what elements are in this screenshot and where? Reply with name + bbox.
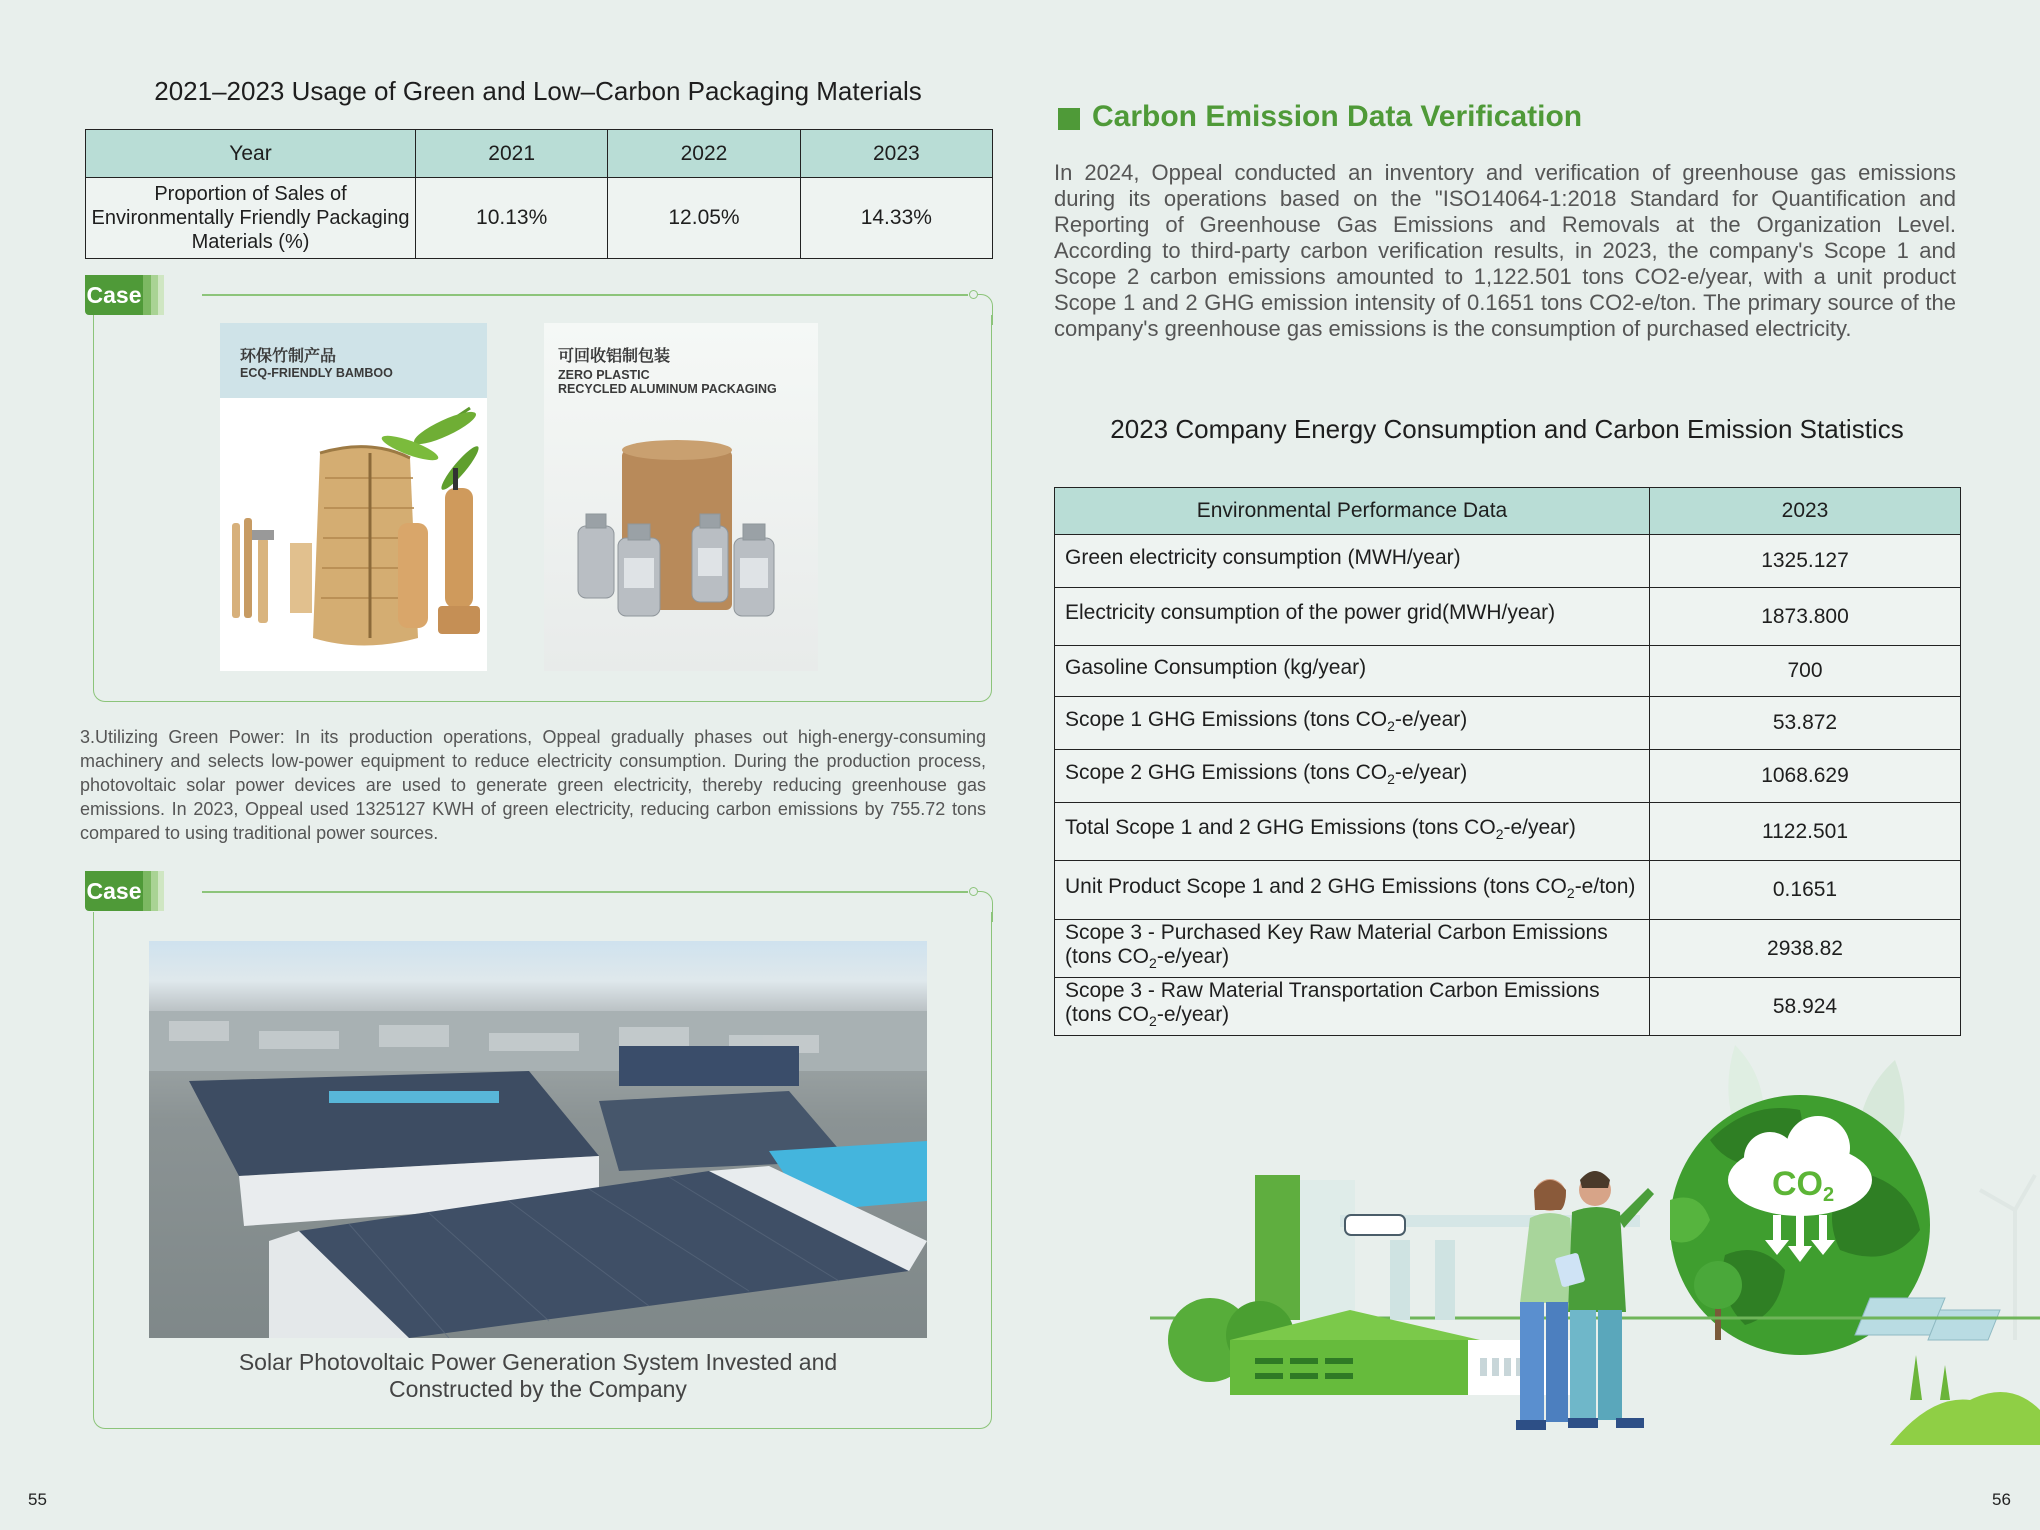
page-number-left: 55	[28, 1490, 47, 1509]
aluminum-photo-subtitle-1: ZERO PLASTIC	[558, 368, 650, 382]
packaging-header-2021: 2021	[416, 130, 608, 178]
metric-label: Green electricity consumption (MWH/year)	[1055, 535, 1650, 588]
energy-header-year: 2023	[1650, 488, 1961, 535]
packaging-row-label: Proportion of Sales of Environmentally Friendly Packaging Materials (%)	[86, 178, 416, 259]
carbon-verification-paragraph: In 2024, Oppeal conducted an inventory and verification of greenhouse gas emissions during its operations based on the "ISO14064-1:2018 Standard for Quantification and Reporting of Greenhouse Gas Emissions and Removals at the Organization Level. According to third-party carbon verification results, in 2023, the company's Scope 1 and Scope 2 carbon emissions amounted to 1,122.501 tons CO2-e/year, with a unit product Scope 1 and 2 GHG emission intensity of 0.1651 tons CO2-e/ton. The primary source of the company's greenhouse gas emissions is the consumption of purchased electricity.	[1054, 160, 1956, 341]
metric-value: 1325.127	[1650, 535, 1961, 588]
packaging-value-2022: 12.05%	[608, 178, 800, 259]
energy-header-metric: Environmental Performance Data	[1055, 488, 1650, 535]
packaging-table-title: 2021–2023 Usage of Green and Low–Carbon Packaging Materials	[154, 76, 922, 106]
co2-label: CO2	[1772, 1165, 1835, 1206]
solar-caption-line-2: Constructed by the Company	[389, 1376, 687, 1402]
table-row	[1055, 978, 1961, 1036]
solar-caption-line-1: Solar Photovoltaic Power Generation System Invested and	[238, 1349, 838, 1375]
aluminum-packaging-photo	[544, 323, 818, 671]
bamboo-products-illustration	[220, 398, 487, 671]
packaging-value-2023: 14.33%	[800, 178, 992, 259]
solar-rooftops-illustration	[149, 941, 927, 1338]
table-row	[1055, 646, 1961, 697]
aluminum-photo-subtitle-2: RECYCLED ALUMINUM PACKAGING	[558, 382, 777, 396]
metric-value: 0.1651	[1650, 861, 1961, 920]
case-badge	[85, 275, 165, 315]
case-dot	[969, 887, 978, 896]
metric-label: Unit Product Scope 1 and 2 GHG Emissions (tons $CO_2-e/ton$)	[1055, 861, 1650, 920]
metric-value: 2938.82	[1650, 920, 1961, 978]
metric-label: Total Scope 1 and 2 GHG Emissions (tons $CO_2-e/year$)	[1055, 803, 1650, 861]
metric-value: 1873.800	[1650, 588, 1961, 646]
table-row	[1055, 861, 1961, 920]
heading-square-marker	[1058, 108, 1080, 130]
page-number-right: 56	[1992, 1490, 2011, 1509]
case-divider	[202, 294, 968, 296]
case-badge-label: Case	[85, 871, 143, 911]
case-badge	[85, 871, 165, 911]
packaging-value-2021: 10.13%	[416, 178, 608, 259]
case-divider	[202, 891, 968, 893]
case-dot	[969, 290, 978, 299]
table-row	[86, 178, 993, 259]
metric-label: Gasoline Consumption (kg/year)	[1055, 646, 1650, 697]
metric-label: Scope 1 GHG Emissions (tons $CO_2-e/year$)	[1055, 697, 1650, 750]
table-row	[1055, 697, 1961, 750]
table-row	[1055, 750, 1961, 803]
metric-label: Scope 3 - Purchased Key Raw Material Carbon Emissions (tons $CO_2-e/year$)	[1055, 920, 1650, 978]
packaging-table-header-row	[86, 130, 993, 178]
energy-table-header-row	[1055, 488, 1961, 535]
metric-label: Electricity consumption of the power grid(MWH/year)	[1055, 588, 1650, 646]
table-row	[1055, 920, 1961, 978]
table-row	[1055, 535, 1961, 588]
metric-value: 700	[1650, 646, 1961, 697]
metric-value: 1122.501	[1650, 803, 1961, 861]
green-city-co2-illustration	[1150, 1040, 2040, 1450]
packaging-header-2023: 2023	[800, 130, 992, 178]
case-badge-label: Case	[85, 275, 143, 315]
solar-photo-caption	[149, 1349, 927, 1403]
solar-plant-photo	[149, 941, 927, 1338]
metric-label: Scope 2 GHG Emissions (tons $CO_2-e/year$)	[1055, 750, 1650, 803]
metric-value: 58.924	[1650, 978, 1961, 1036]
packaging-header-2022: 2022	[608, 130, 800, 178]
aluminum-bottles-illustration	[544, 398, 818, 671]
bamboo-photo-subtitle: ECQ-FRIENDLY BAMBOO	[240, 366, 393, 380]
packaging-header-year: Year	[86, 130, 416, 178]
green-power-paragraph: 3.Utilizing Green Power: In its production operations, Oppeal gradually phases out high-energy-consuming machinery and selects low-power equipment to reduce electricity consumption. During the production process, photovoltaic solar power devices are used to generate green electricity, thereby reducing greenhouse gas emissions. In 2023, Oppeal used 1325127 KWH of green electricity, reducing carbon emissions by 755.72 tons compared to using traditional power sources.	[80, 727, 986, 843]
carbon-verification-heading: Carbon Emission Data Verification	[1092, 100, 1583, 133]
table-row	[1055, 803, 1961, 861]
aluminum-photo-title: 可回收铝制包装	[558, 348, 671, 365]
packaging-table	[85, 129, 993, 259]
bamboo-photo-title: 环保竹制产品	[240, 348, 337, 365]
metric-label: Scope 3 - Raw Material Transportation Carbon Emissions (tons $CO_2-e/year$)	[1055, 978, 1650, 1036]
table-row	[1055, 588, 1961, 646]
metric-value: 53.872	[1650, 697, 1961, 750]
bamboo-products-photo	[220, 323, 487, 671]
energy-table-title: 2023 Company Energy Consumption and Carbon Emission Statistics	[1110, 414, 1904, 444]
metric-value: 1068.629	[1650, 750, 1961, 803]
energy-emission-table	[1054, 487, 1961, 1036]
